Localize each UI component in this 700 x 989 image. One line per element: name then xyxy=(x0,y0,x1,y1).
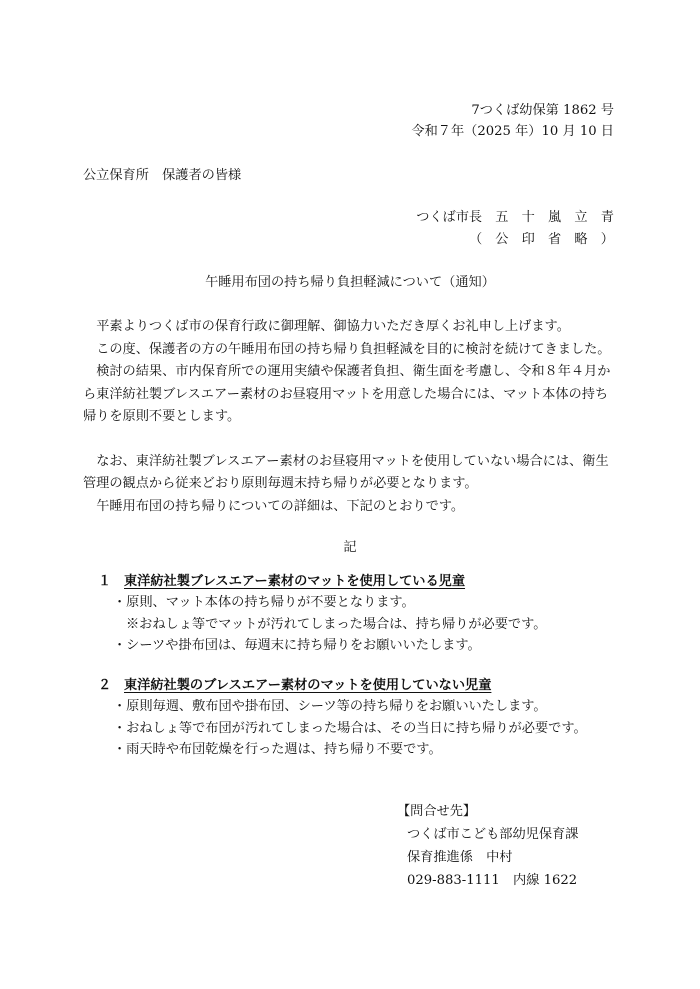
document-number: 7つくば幼保第 1862 号 xyxy=(471,103,614,118)
contact-block xyxy=(397,800,578,892)
body-paragraph: この度、保護者の方の午睡用布団の持ち帰り負担軽減を目的に検討を続けてきました。 xyxy=(96,341,611,357)
section-number: １ xyxy=(98,574,112,589)
body-paragraph: 検討の結果、市内保育所での運用実績や保護者負担、衛生面を考慮し、令和８年４月から東洋紡社製ブレスエアー素材のお昼寝用マットを用意した場合には、マット本体の持ち帰りを原則不要とします。 xyxy=(83,364,611,424)
issue-date: 令和７年（2025 年）10 月 10 日 xyxy=(411,124,614,139)
bullet-note: ※おねしょ等でマットが汚れてしまった場合は、持ち帰りが必要です。 xyxy=(126,616,547,632)
body-paragraph: なお、東洋紡社製ブレスエアー素材のお昼寝用マットを使用していない場合には、衛生管理の観点から従来どおり原則毎週末持ち帰りが必要となります。 xyxy=(83,453,609,491)
contact-section: 保育推進係 中村 xyxy=(407,850,513,865)
section-heading xyxy=(98,676,491,696)
section-title: 東洋紡社製のブレスエアー素材のマットを使用していない児童 xyxy=(124,678,492,693)
section-bullets xyxy=(113,592,546,657)
bullet-item: ・雨天時や布団乾燥を行った週は、持ち帰り不要です。 xyxy=(113,742,442,757)
bullet-item: ・原則毎週、敷布団や掛布団、シーツ等の持ち帰りをお願いいたします。 xyxy=(113,699,547,714)
section-bullets xyxy=(113,696,587,761)
body-paragraph: 平素よりつくば市の保育行政に御理解、御協力いただき厚くお礼申し上げます。 xyxy=(96,319,570,334)
seal-note: （ 公 印 省 略 ） xyxy=(468,232,614,247)
bullet-item: ・おねしょ等で布団が汚れてしまった場合は、その当日に持ち帰りが必要です。 xyxy=(113,720,587,736)
section-number: ２ xyxy=(98,678,112,693)
section-title: 東洋紡社製ブレスエアー素材のマットを使用している児童 xyxy=(124,574,466,589)
bullet-item: ・シーツや掛布団は、毎週末に持ち帰りをお願いいたします。 xyxy=(113,638,481,653)
recipient: 公立保育所 保護者の皆様 xyxy=(83,168,242,183)
contact-department: つくば市こども部幼児保育課 xyxy=(407,827,579,842)
sender: つくば市長 五 十 嵐 立 青 xyxy=(416,210,614,225)
contact-phone: 029-883-1111 内線 1622 xyxy=(407,873,578,888)
bullet-item: ・原則、マット本体の持ち帰りが不要となります。 xyxy=(113,595,415,610)
document-title: 午睡用布団の持ち帰り負担軽減について（通知） xyxy=(205,275,495,290)
body-paragraph: 午睡用布団の持ち帰りについての詳細は、下記のとおりです。 xyxy=(96,498,465,514)
contact-label: 【問合せ先】 xyxy=(397,804,477,819)
ki-mark: 記 xyxy=(343,540,357,555)
body-text xyxy=(83,316,619,518)
section-heading xyxy=(98,572,465,592)
